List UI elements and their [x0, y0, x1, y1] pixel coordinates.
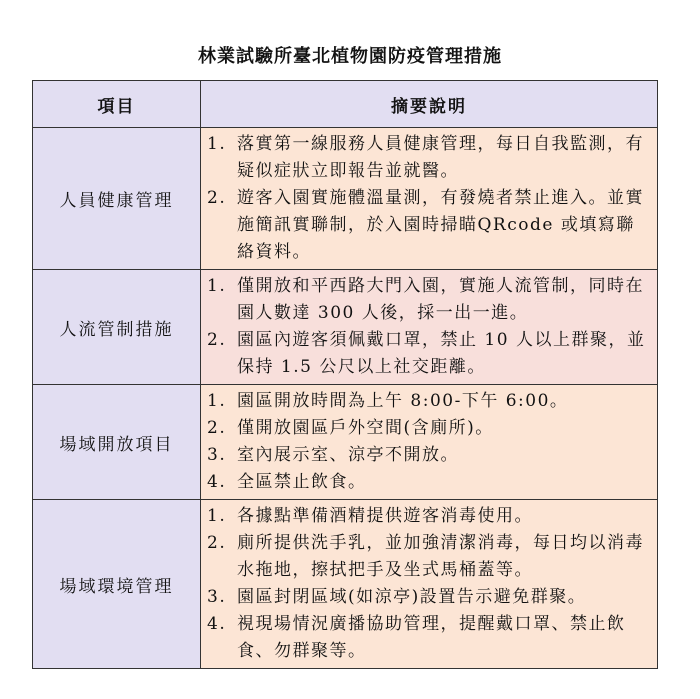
table-row	[33, 270, 658, 385]
point-text: 落實第一線服務人員健康管理，每日自我監測，有疑似症狀立即報告並就醫。	[237, 134, 644, 181]
list-item	[207, 503, 647, 530]
table-row	[33, 500, 658, 669]
list-item	[207, 273, 647, 327]
table-header-row	[33, 81, 658, 128]
list-item	[207, 442, 647, 469]
point-number: 2.	[207, 188, 227, 208]
point-number: 2.	[207, 533, 227, 553]
point-number: 2.	[207, 418, 227, 438]
point-number: 2.	[207, 330, 227, 350]
point-text: 園區封閉區域(如涼亭)設置告示避免群聚。	[237, 587, 587, 607]
row-item-label: 人員健康管理	[33, 128, 201, 270]
measures-table	[32, 80, 658, 669]
point-list	[207, 503, 647, 665]
list-item	[207, 530, 647, 584]
table-row	[33, 128, 658, 270]
point-text: 僅開放園區戶外空間(含廁所)。	[237, 418, 494, 438]
document-title: 林業試驗所臺北植物園防疫管理措施	[198, 46, 502, 67]
point-number: 1.	[207, 134, 227, 154]
header-item: 項目	[33, 81, 201, 128]
point-list	[207, 273, 647, 381]
list-item	[207, 584, 647, 611]
row-item-label: 人流管制措施	[33, 270, 201, 385]
list-item	[207, 131, 647, 185]
point-number: 3.	[207, 445, 227, 465]
point-text: 各據點準備酒精提供遊客消毒使用。	[237, 506, 533, 526]
point-number: 3.	[207, 587, 227, 607]
list-item	[207, 185, 647, 266]
row-description	[201, 128, 658, 270]
point-text: 室內展示室、涼亭不開放。	[237, 445, 459, 465]
table-row	[33, 385, 658, 500]
point-text: 視現場情況廣播協助管理，提醒戴口罩、禁止飲食、勿群聚等。	[237, 614, 626, 661]
point-text: 全區禁止飲食。	[237, 472, 367, 492]
row-description	[201, 270, 658, 385]
point-text: 園區開放時間為上午 8:00-下午 6:00。	[237, 391, 569, 411]
point-number: 1.	[207, 391, 227, 411]
point-text: 廁所提供洗手乳，並加強清潔消毒，每日均以消毒水拖地，擦拭把手及坐式馬桶蓋等。	[237, 533, 644, 580]
point-number: 1.	[207, 276, 227, 296]
row-item-label: 場域開放項目	[33, 385, 201, 500]
point-number: 4.	[207, 472, 227, 492]
row-item-label: 場域環境管理	[33, 500, 201, 669]
point-text: 遊客入園實施體溫量測，有發燒者禁止進入。並實施簡訊實聯制，於入園時掃瞄QRcode 或填寫聯絡資料。	[237, 188, 644, 262]
point-list	[207, 131, 647, 266]
point-number: 4.	[207, 614, 227, 634]
row-description	[201, 500, 658, 669]
list-item	[207, 469, 647, 496]
list-item	[207, 327, 647, 381]
point-list	[207, 388, 647, 496]
row-description	[201, 385, 658, 500]
point-text: 僅開放和平西路大門入園，實施人流管制，同時在園人數達 300 人後，採一出一進。	[237, 276, 644, 323]
point-text: 園區內遊客須佩戴口罩，禁止 10 人以上群聚，並保持 1.5 公尺以上社交距離。	[237, 330, 646, 377]
header-summary: 摘要說明	[201, 81, 658, 128]
list-item	[207, 415, 647, 442]
point-number: 1.	[207, 506, 227, 526]
list-item	[207, 611, 647, 665]
list-item	[207, 388, 647, 415]
